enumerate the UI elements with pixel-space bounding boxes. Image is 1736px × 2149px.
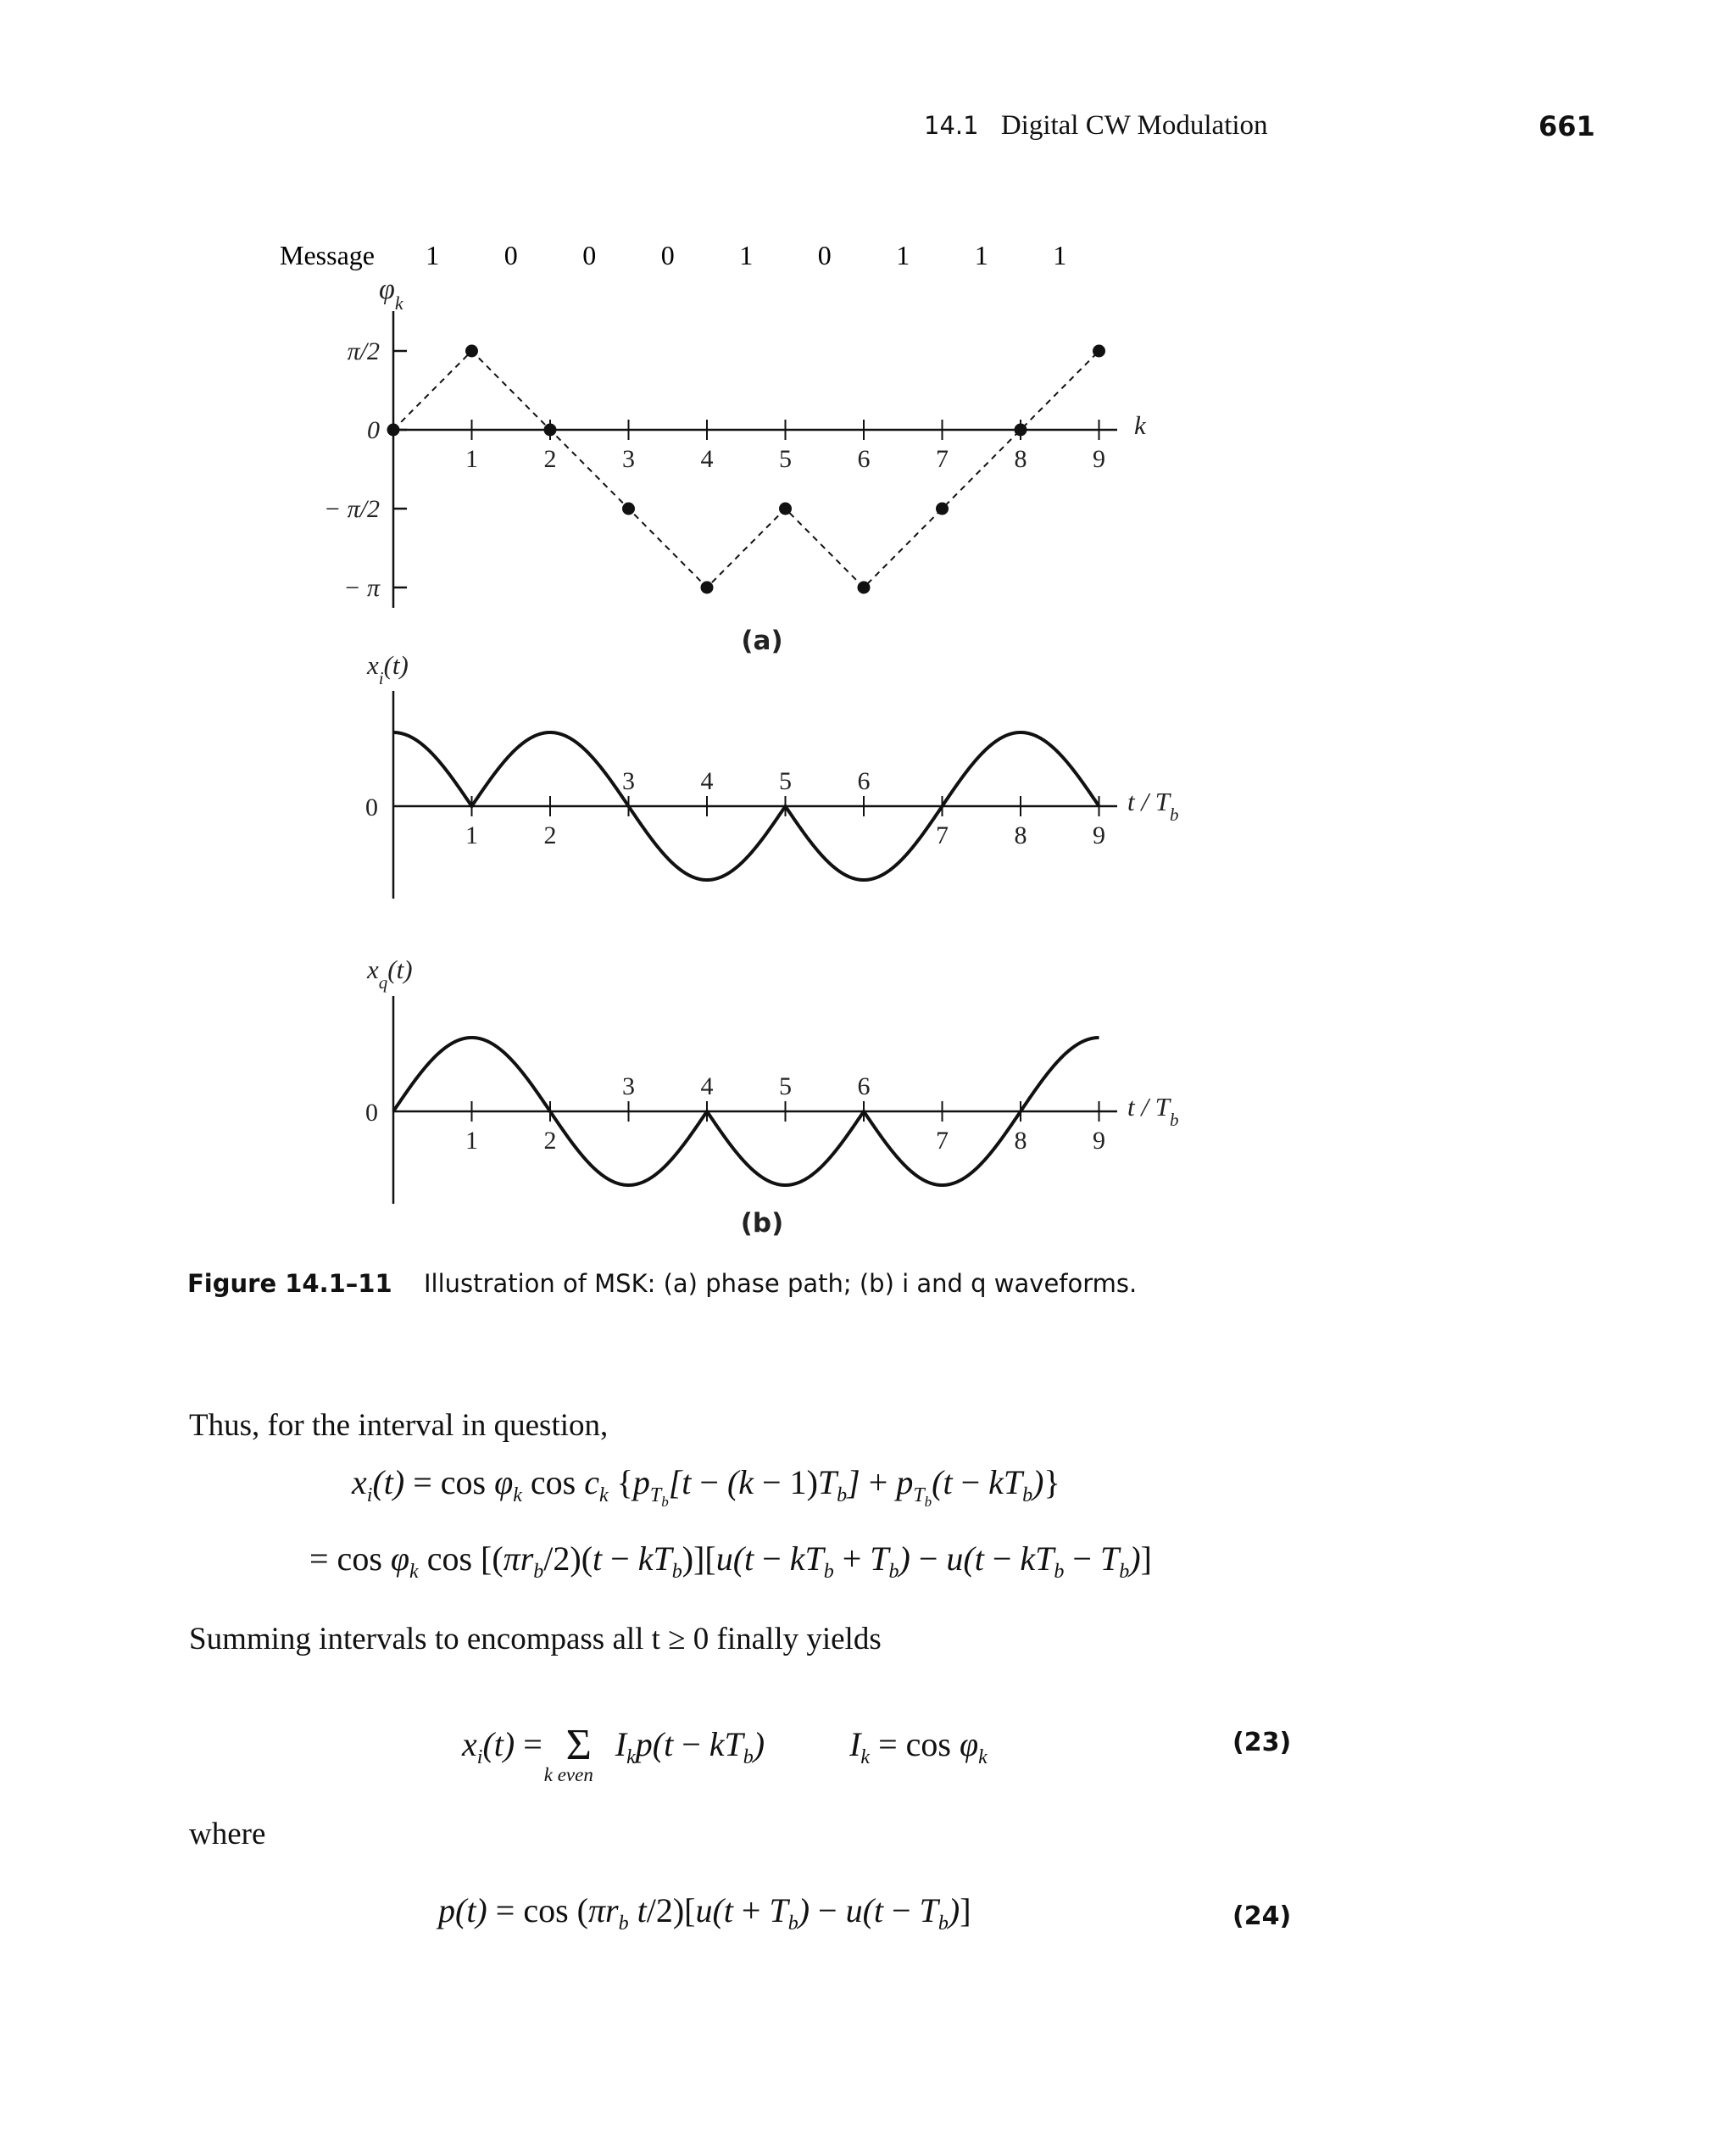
- message-bit: 1: [739, 240, 754, 270]
- phase-point: [1093, 345, 1105, 358]
- message-bit: 0: [504, 240, 518, 270]
- xq-x-tick-label: 1: [465, 1127, 478, 1155]
- xq-x-tick-label: 7: [936, 1127, 949, 1155]
- xi-x-tick-label: 2: [543, 821, 557, 849]
- phase-y-tick-label: π/2: [347, 337, 380, 365]
- message-label: Message: [280, 240, 375, 270]
- xq-x-ticks: [465, 1072, 1105, 1155]
- equation-23-number: (23): [1232, 1728, 1292, 1757]
- equation-b: = $\cos \varphi_k$ $\cos [(\pi r_b/2)(t - kT_b)][u(t - kT_b + T_b) - u(t - kT_b - T_b)]$: [309, 1539, 1152, 1583]
- paragraph-3: where: [189, 1817, 266, 1851]
- phase-y-tick-label: − π/2: [323, 495, 380, 523]
- xi-zero-label: 0: [365, 793, 378, 821]
- message-bit: 0: [582, 240, 597, 270]
- phase-x-tick-label: 5: [779, 445, 792, 473]
- message-bit: 1: [974, 240, 988, 270]
- phase-y-tick-label: 0: [367, 416, 380, 444]
- xi-x-tick-label: 7: [936, 821, 949, 849]
- equation-24: $p(t) = \cos (\pi r_b$ $t/2)[u(t + T_b) - u(t - T_b)]$: [438, 1891, 971, 1935]
- phase-point: [779, 503, 792, 515]
- message-bit: 1: [896, 240, 910, 270]
- xq-zero-label: 0: [365, 1099, 378, 1127]
- page-number: 661: [1538, 110, 1595, 142]
- xq-x-tick-label: 4: [700, 1072, 714, 1100]
- phase-x-tick-label: 3: [622, 445, 635, 473]
- phase-x-tick-label: 8: [1014, 445, 1027, 473]
- phase-point: [465, 345, 478, 358]
- phase-point: [1015, 424, 1027, 437]
- section-number: 14.1: [924, 111, 979, 140]
- message-bit: 1: [426, 240, 440, 270]
- figure-caption-label: Figure 14.1–11: [187, 1269, 392, 1298]
- section-title: Digital CW Modulation: [1000, 110, 1268, 141]
- message-bit: 1: [1053, 240, 1067, 270]
- xq-x-tick-label: 3: [622, 1072, 635, 1100]
- xi-x-tick-label: 4: [700, 767, 714, 795]
- panel-b-label: (b): [740, 1208, 784, 1239]
- paragraph-1: Thus, for the interval in question,: [189, 1408, 609, 1443]
- xq-x-tick-label: 6: [857, 1072, 871, 1100]
- phase-x-tick-label: 4: [700, 445, 714, 473]
- phase-x-tick-label: 7: [936, 445, 949, 473]
- xq-x-tick-label: 5: [779, 1072, 792, 1100]
- figure-caption-text: Illustration of MSK: (a) phase path; (b) i and q waveforms.: [424, 1269, 1138, 1298]
- xi-x-tick-label: 3: [622, 767, 635, 795]
- phase-axis-label: $\varphi_k$: [379, 274, 403, 314]
- phase-points: [387, 345, 1106, 594]
- paragraph-2: Summing intervals to encompass all t ≥ 0 finally yields: [189, 1622, 882, 1656]
- phase-point: [387, 424, 400, 437]
- panel-a-label: (a): [741, 626, 783, 656]
- equation-23: $x_i(t) = \Sigma$ k even $I_kp(t - kT_b) I_k = \cos \varphi_k$: [462, 1721, 988, 1785]
- xq-x-tick-label: 2: [543, 1127, 557, 1155]
- phase-point: [701, 582, 714, 594]
- xi-x-tick-label: 5: [779, 767, 792, 795]
- message-bit: 0: [660, 240, 675, 270]
- phase-x-axis-label: k: [1134, 410, 1146, 440]
- message-bits: [426, 240, 1066, 270]
- xi-axis-label: $x_i(t)$: [367, 650, 409, 688]
- phase-x-ticks: [465, 420, 1105, 473]
- phase-path-line: [393, 351, 1099, 587]
- message-bit: 0: [817, 240, 832, 270]
- phase-point: [622, 503, 635, 515]
- xi-x-tick-label: 8: [1014, 821, 1027, 849]
- phase-x-tick-label: 2: [543, 445, 557, 473]
- phase-point: [544, 424, 557, 437]
- xq-x-axis-label: t / $T_b$: [1127, 1092, 1179, 1130]
- phase-point: [936, 503, 949, 515]
- xi-x-axis-label: t / $T_b$: [1127, 787, 1179, 825]
- xq-x-tick-label: 8: [1014, 1127, 1027, 1155]
- xi-x-tick-label: 6: [857, 767, 871, 795]
- xq-x-tick-label: 9: [1093, 1127, 1105, 1155]
- xq-axis-label: $x_q(t)$: [367, 955, 413, 993]
- phase-x-tick-label: 9: [1093, 445, 1105, 473]
- phase-y-tick-label: − π: [343, 574, 380, 602]
- equation-a: $x_i(t) = \cos \varphi_k$ $\cos c_k$ $\{p_{T_b}[t - (k - 1)T_b] + p_{T_b}(t - kT_b)\}$: [352, 1463, 1060, 1510]
- phase-x-tick-label: 6: [857, 445, 871, 473]
- equation-24-number: (24): [1232, 1901, 1292, 1931]
- xi-x-tick-label: 9: [1093, 821, 1105, 849]
- xi-x-tick-label: 1: [465, 821, 478, 849]
- phase-x-tick-label: 1: [465, 445, 478, 473]
- phase-y-ticks: [324, 337, 407, 602]
- phase-point: [858, 582, 871, 594]
